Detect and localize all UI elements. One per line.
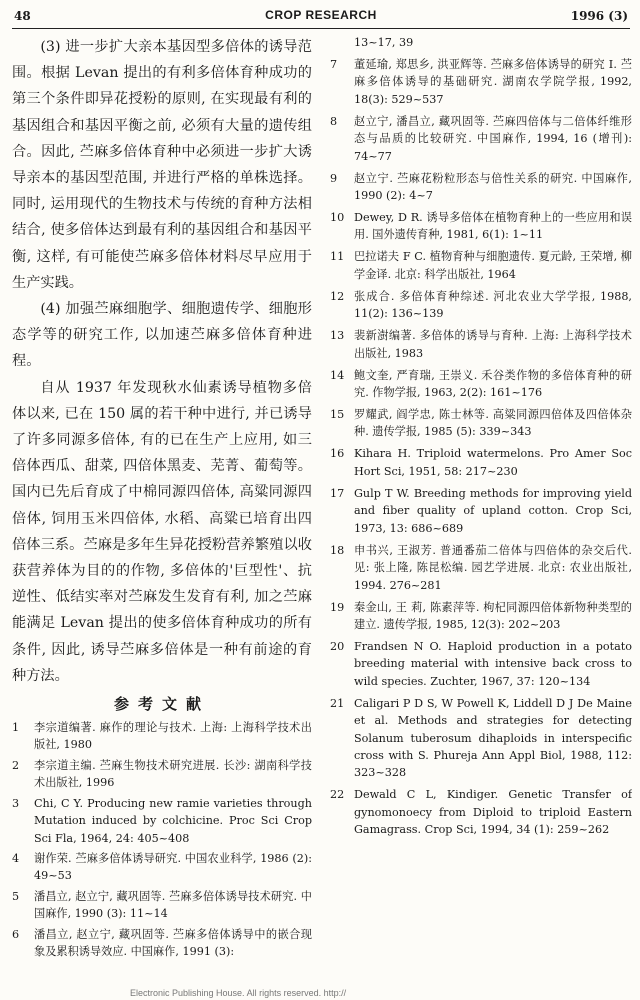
reference-number: 3 xyxy=(12,796,20,810)
reference-number: 16 xyxy=(330,447,345,461)
reference-number: 11 xyxy=(330,250,345,264)
reference-item xyxy=(12,850,312,885)
reference-number: 2 xyxy=(12,758,20,772)
reference-text: Caligari P D S, W Powell K, Liddell D J De Maine et al. Methods and strategies for detecting Solanum tuberosum dihaploids in interspecific cross with S. Phureja Ann Appl Biol, 1988, 112: 323~328 xyxy=(354,696,632,780)
reference-text: 鲍文奎, 严育瑞, 王崇义. 禾谷类作物的多倍体育种的研究. 作物学报, 1963, 2(2): 161~176 xyxy=(354,368,632,400)
reference-number: 9 xyxy=(330,171,338,185)
reference-item xyxy=(330,170,632,205)
reference-number: 10 xyxy=(330,211,345,225)
reference-item xyxy=(12,757,312,792)
reference-text: Kihara H. Triploid watermelons. Pro Amer Soc Hort Sci, 1951, 58: 217~230 xyxy=(354,447,632,478)
reference-item xyxy=(330,288,632,323)
reference-item xyxy=(330,445,632,480)
issue-label: 1996 (3) xyxy=(570,9,628,23)
reference-number: 14 xyxy=(330,368,345,382)
reference-item xyxy=(12,719,312,754)
reference-number: 17 xyxy=(330,486,345,500)
reference-item xyxy=(330,542,632,594)
reference-text: 潘昌立, 赵立宁, 藏巩固等. 苎麻多倍体诱导技术研究. 中国麻作, 1990 (3): 11~14 xyxy=(34,889,312,921)
reference-number: 1 xyxy=(12,721,20,735)
reference-number: 22 xyxy=(330,788,345,802)
reference-text: Chi, C Y. Producing new ramie varieties through Mutation induced by colchicine. Proc Sci Crop Sci Fla, 1964, 24: 405~408 xyxy=(34,796,312,845)
reference-text: 赵立宁. 苎麻花粉粒形态与倍性关系的研究. 中国麻作, 1990 (2): 4~7 xyxy=(354,171,632,203)
reference-text: 谢作荣. 苎麻多倍体诱导研究. 中国农业科学, 1986 (2): 49~53 xyxy=(34,851,312,883)
copyright-footer: Electronic Publishing House. All rights reserved. http:// xyxy=(130,988,347,998)
reference-text: 李宗道主编. 苎麻生物技术研究进展. 长沙: 湖南科学技术出版社, 1996 xyxy=(34,758,312,790)
reference-continuation: 13~17, 39 xyxy=(354,36,414,49)
reference-item xyxy=(330,638,632,690)
left-column xyxy=(12,34,312,992)
body-paragraph: (4) 加强苎麻细胞学、细胞遗传学、细胞形态学等的研究工作, 以加速苎麻多倍体育种进程。 xyxy=(12,301,312,370)
reference-item xyxy=(12,926,312,961)
reference-number: 6 xyxy=(12,927,20,941)
reference-item xyxy=(330,695,632,782)
reference-text: Gulp T W. Breeding methods for improving yield and fiber quality of upland cotton. Crop Sci, 1973, 13: 686~689 xyxy=(354,486,632,535)
reference-item xyxy=(330,599,632,634)
reference-item xyxy=(330,248,632,283)
reference-number: 21 xyxy=(330,696,345,710)
reference-item xyxy=(330,56,632,108)
reference-text: 董延瑜, 郑思乡, 洪亚辉等. 苎麻多倍体诱导的研究 Ⅰ. 苎麻多倍体诱导的基础研究. 湖南农学院学报, 1992, 18(3): 529~537 xyxy=(354,58,632,106)
reference-number: 8 xyxy=(330,114,338,128)
reference-item xyxy=(330,209,632,244)
reference-item xyxy=(12,888,312,923)
reference-number: 19 xyxy=(330,600,345,614)
body-paragraph: 自从 1937 年发现秋水仙素诱导植物多倍体以来, 已在 150 属的若干种中进行, 并已诱导了许多同源多倍体, 有的已在生产上应用, 如三倍体西瓜、甜菜, 四倍体黑麦、芜菁、葡萄等。国内已先后育成了中棉同源四倍体, 高粱同源四倍体, 饲用玉米四倍体, 水稻、高粱已培育出四倍体三系。苎麻是多年生异花授粉营养繁殖以收获营养体为目的的作物, 多倍体的'巨型性'、抗逆性、低结实率对苎麻发生发育有利, 加之苎麻能满足 Levan 提出的使多倍体育种成功的所有条件, 因此, 诱导苎麻多倍体是一种有前途的育种方法。 xyxy=(12,379,312,684)
reference-number: 7 xyxy=(330,58,338,71)
reference-item xyxy=(330,113,632,165)
reference-item xyxy=(330,367,632,402)
reference-text: 李宗道编著. 麻作的理论与技术. 上海: 上海科学技术出版社, 1980 xyxy=(34,721,312,752)
reference-item xyxy=(12,795,312,847)
page-number: 48 xyxy=(14,9,31,23)
reference-text: Dewey, D R. 诱导多倍体在植物育种上的一些应用和误用. 国外遗传育种, 1981, 6(1): 1~11 xyxy=(354,211,632,242)
reference-item xyxy=(330,786,632,838)
reference-number: 5 xyxy=(12,889,20,903)
reference-text: Frandsen N O. Haploid production in a potato breeding material with intensive back cross to wild species. Zuchter, 1967, 37: 120~134 xyxy=(354,639,632,688)
reference-text: 巴拉诺夫 F C. 植物育种与细胞遗传. 夏元龄, 王荣增, 柳学金译. 北京: 科学出版社, 1964 xyxy=(354,250,632,281)
reference-text: 潘昌立, 赵立宁, 藏巩固等. 苎麻多倍体诱导中的嵌合现象及累积诱导效应. 中国麻作, 1991 (3): xyxy=(34,927,312,958)
reference-item xyxy=(330,485,632,537)
reference-text: 张成合. 多倍体育种综述. 河北农业大学学报, 1988, 11(2): 136~139 xyxy=(354,289,632,321)
right-column xyxy=(330,34,632,992)
reference-number: 18 xyxy=(330,543,345,557)
journal-name: CROP RESEARCH xyxy=(265,8,377,22)
body-paragraph: (3) 进一步扩大亲本基因型多倍体的诱导范围。根据 Levan 提出的有利多倍体育种成功的第三个条件即异花授粉的原则, 在实现最有利的基因组合和基因平衡之前, 必须有大量的遗传组合。因此, 苎麻多倍体育种中必须进一步扩大诱导亲本的基因型范围, 并进行严格的单株选择。同时, 运用现代的生物技术与传统的育种方法相结合, 使多倍体达到最有利的基因组合和基因平衡, 这样, 有可能使苎麻多倍体材料尽早应用于生产实践。 xyxy=(12,39,312,291)
reference-number: 4 xyxy=(12,851,20,865)
reference-text: 裴新澍编著. 多倍体的诱导与育种. 上海: 上海科学技术出版社, 1983 xyxy=(354,329,632,360)
reference-text: 罗耀武, 阎学忠, 陈士林等. 高粱同源四倍体及四倍体杂种. 遗传学报, 1985 (5): 339~343 xyxy=(354,408,632,439)
reference-text: 申书兴, 王淑芳. 普通番茄二倍体与四倍体的杂交后代. 见: 张上隆, 陈昆松编. 园艺学进展. 北京: 农业出版社, 1994. 276~281 xyxy=(354,543,632,592)
reference-item xyxy=(330,406,632,441)
reference-text: 秦金山, 王 莉, 陈素萍等. 枸杞同源四倍体新物种类型的建立. 遗传学报, 1985, 12(3): 202~203 xyxy=(354,600,632,631)
references-heading: 参考文献 xyxy=(113,695,210,714)
reference-text: 赵立宁, 潘昌立, 藏巩固等. 苎麻四倍体与二倍体纤维形态与品质的比较研究. 中国麻作, 1994, 16 (增刊): 74~77 xyxy=(354,114,632,163)
reference-number: 12 xyxy=(330,289,345,303)
page-header xyxy=(12,6,630,29)
reference-item xyxy=(330,327,632,362)
reference-number: 15 xyxy=(330,408,345,422)
reference-text: Dewald C L, Kindiger. Genetic Transfer of gynomonoecy from Diploid to triploid Eastern Gamagrass. Crop Sci, 1994, 34 (1): 259~262 xyxy=(354,788,632,837)
reference-number: 20 xyxy=(330,639,345,653)
reference-number: 13 xyxy=(330,329,345,343)
